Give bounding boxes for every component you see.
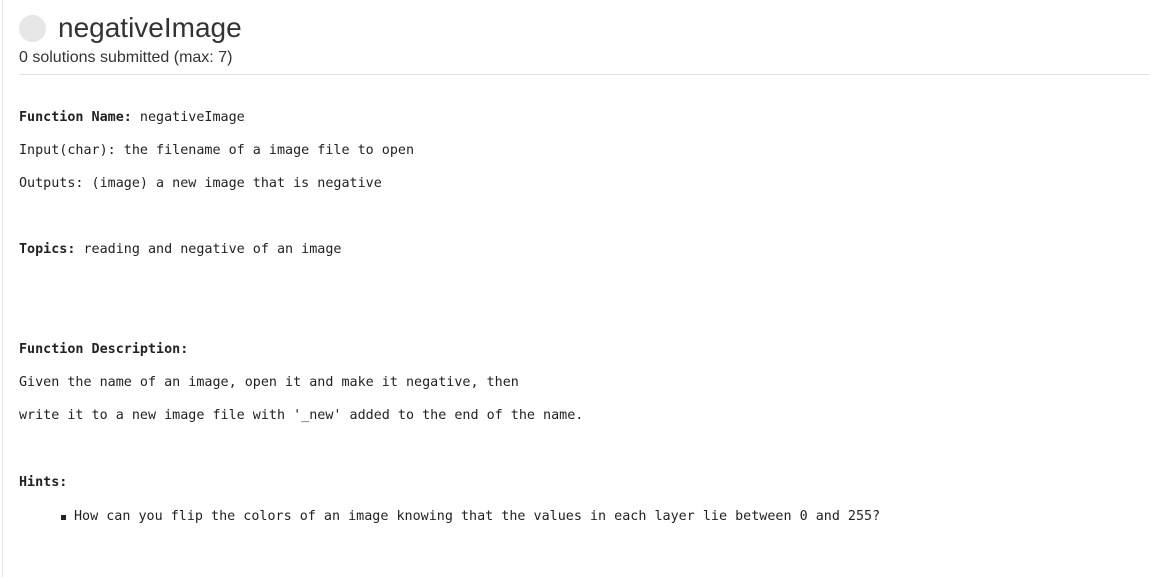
hint-text: How can you flip the colors of an image knowing that the values in each layer lie between 0 and 255? — [74, 509, 881, 524]
function-name-line — [19, 110, 245, 126]
status-circle-icon — [19, 15, 46, 42]
header-divider — [19, 74, 1149, 75]
hints-label: Hints: — [19, 475, 68, 490]
topics-value: reading and negative of an image — [75, 242, 342, 257]
description-line-2: write it to a new image file with '_new' added to the end of the name. — [19, 408, 584, 423]
title-row — [19, 10, 1149, 46]
outputs-line: Outputs: (image) a new image that is negative — [19, 176, 382, 191]
problem-header — [19, 10, 1149, 68]
panel-left-border — [2, 0, 3, 577]
description-line-1: Given the name of an image, open it and make it negative, then — [19, 375, 519, 390]
page-title: negativeImage — [58, 12, 242, 43]
input-line: Input(char): the filename of a image file to open — [19, 143, 415, 158]
function-name-label: Function Name: — [19, 110, 132, 125]
topics-label: Topics: — [19, 242, 76, 257]
function-description-label: Function Description: — [19, 342, 189, 357]
square-bullet-icon — [61, 515, 66, 520]
hint-list-item — [61, 509, 880, 525]
topics-line — [19, 242, 341, 258]
function-name-value: negativeImage — [131, 110, 245, 125]
solutions-submitted-count: 0 solutions submitted (max: 7) — [19, 49, 233, 66]
